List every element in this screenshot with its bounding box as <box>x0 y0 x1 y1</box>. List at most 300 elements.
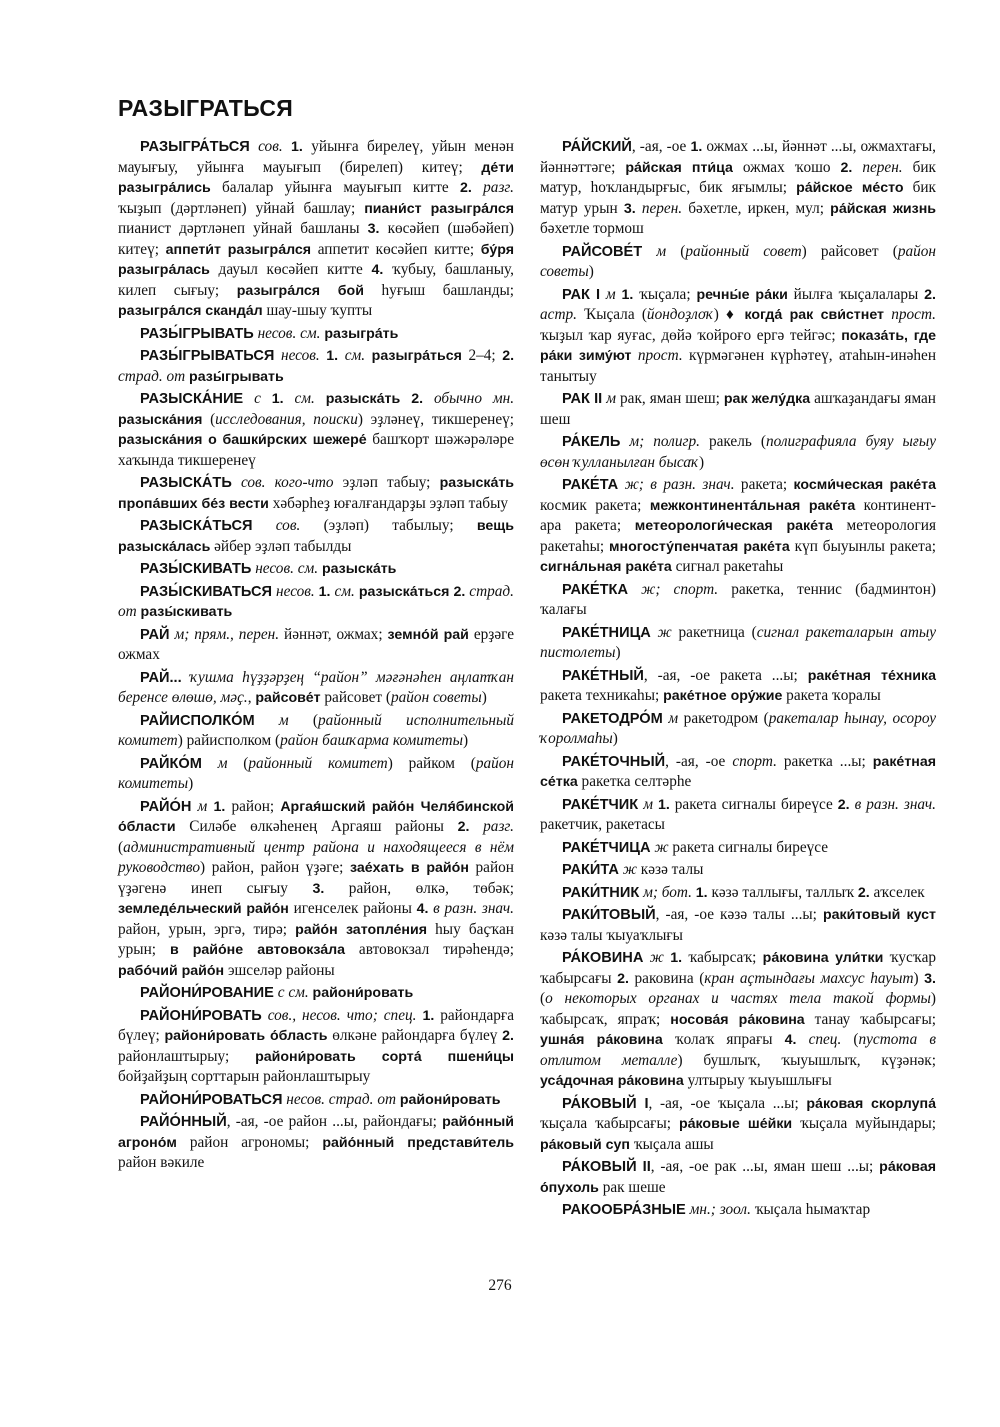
grammar-label: с <box>254 390 261 407</box>
entry-text: , -ая, -ое ҡыҫала ...ы; <box>648 1094 807 1112</box>
example-phrase: речны́е ра́ки <box>696 286 788 303</box>
entry-text: ҡолаҡ япрағы <box>662 1031 785 1048</box>
grammar-label: районный исполнительный комитет <box>118 711 515 749</box>
entry-text: автовокзал тирәһендә; <box>345 941 514 958</box>
grammar-label: в разн. знач. <box>433 900 514 917</box>
entry-text: кәзә таллығы, таллыҡ <box>707 883 858 901</box>
entry-text: күрмәгәнен күрһәтеү, атаһын-инәһен танытыу <box>540 347 937 385</box>
example-phrase: разыска́ться 2. <box>358 583 466 600</box>
entry-text: пианист дәртләнеп уйнай башланы <box>118 220 368 237</box>
example-phrase: Аргая́шский райо́н Челя́бинской о́бласти <box>118 798 515 835</box>
entry-text: ракета; <box>734 476 794 493</box>
grammar-label: район советы <box>390 689 482 706</box>
entry-text <box>261 390 272 407</box>
dictionary-entry <box>540 580 936 621</box>
entry-text <box>628 581 641 598</box>
entry-text: бойҙайҙың сорттарын районлаштырыу <box>118 1068 371 1085</box>
example-phrase: разыска́ния <box>118 411 203 428</box>
entry-text: аппетит көсәйеп китте; <box>311 240 481 258</box>
entry-text: район агрономы; <box>176 1133 323 1151</box>
dictionary-entry <box>540 795 936 836</box>
grammar-label: м <box>606 390 617 407</box>
entry-text <box>182 669 190 686</box>
grammar-label: сов. кого-что <box>240 474 334 491</box>
entry-text <box>651 624 658 641</box>
grammar-label: прост. <box>637 347 683 364</box>
example-phrase: рак желу́дка <box>723 391 811 407</box>
grammar-label: м <box>668 709 679 727</box>
entry-headword: РАКЕ́ТЧИК <box>562 796 639 813</box>
entry-text: һуғыш башланды; <box>363 281 515 299</box>
example-phrase: 1. <box>690 139 703 155</box>
entry-text <box>642 243 656 260</box>
grammar-label: разг. <box>483 179 514 196</box>
entry-text: ҡабырсаҡ; <box>682 949 763 966</box>
example-phrase: в райо́не автовокза́ла <box>169 942 345 958</box>
dictionary-entry <box>118 1112 514 1174</box>
entry-text: дауыл көсәйеп китте <box>209 261 372 278</box>
entry-headword: РАКЕ́ТА <box>562 477 619 493</box>
entry-headword: РАК I <box>562 286 601 303</box>
entry-text: райсовет ( <box>320 689 391 706</box>
entry-headword: РАКЕ́ТОЧНЫЙ <box>562 753 666 770</box>
dictionary-entry <box>540 752 936 793</box>
example-phrase: 1. <box>318 583 331 600</box>
entry-text <box>284 390 295 407</box>
entry-headword: РАЗЫСКА́ТЬ <box>140 475 232 491</box>
grammar-label: см. <box>294 390 315 407</box>
example-phrase: разыгра́ть <box>324 325 399 342</box>
entry-text: , -ая, -ое <box>665 752 733 770</box>
entry-text: район, өлкә, төбәк; <box>324 879 515 897</box>
dictionary-entry <box>118 324 514 345</box>
example-phrase: 3. <box>312 880 325 897</box>
grammar-label: несов. <box>281 347 320 364</box>
example-phrase: когда́ рак сви́стнет <box>744 307 884 323</box>
example-phrase: пиани́ст разыгра́лся <box>364 200 514 217</box>
example-phrase: сигна́льная раке́та <box>540 559 672 575</box>
dictionary-entry <box>118 473 514 514</box>
grammar-label: сигнал ракеталарын атыу пистолеты <box>540 623 937 661</box>
dictionary-entry <box>540 242 936 283</box>
entry-text: ) район, район үҙәге; <box>200 859 351 876</box>
entry-text: Силәбе өлкәһенең Аргаяш районы <box>175 818 458 835</box>
entry-text: ) ҡабырсаҡ, япраҡ; <box>540 990 936 1028</box>
entry-text: шау-шыу ҡупты <box>262 302 373 319</box>
entry-headword: РА́КОВЫЙ II <box>562 1159 651 1175</box>
entry-text: ) <box>913 969 925 987</box>
dictionary-entry <box>540 137 936 240</box>
example-phrase: разыска́ния о башки́рских шежере́ <box>118 432 367 448</box>
entry-text <box>252 517 275 534</box>
grammar-label: районный комитет <box>248 754 388 772</box>
entry-text <box>283 138 291 155</box>
grammar-label: пустота в отлитом металле <box>540 1031 937 1069</box>
entry-text: ҡусҡар ҡабырсағы <box>540 949 937 987</box>
example-phrase: 1. <box>621 286 634 303</box>
entry-text: ҡыҙыл ҡар яуғас, дөйә ҡойроғо ергә тейгәс; <box>540 326 842 344</box>
page-number: 276 <box>488 1277 512 1294</box>
entry-text: , -ая, -ое ракета ...ы; <box>643 666 808 684</box>
right-column <box>540 137 936 1223</box>
entry-headword: РАЙ... <box>140 669 182 686</box>
entry-text: рак шеше <box>598 1178 666 1196</box>
dictionary-entry <box>118 582 514 623</box>
dictionary-entry <box>540 475 936 578</box>
entry-headword: РАКЕТОДРО́М <box>562 710 663 727</box>
example-phrase: райсове́т <box>255 690 321 706</box>
example-phrase: разы́грывать <box>189 368 284 385</box>
example-phrase: косми́ческая раке́та <box>793 477 937 493</box>
example-phrase: многосту́пенчатая раке́та <box>609 538 790 555</box>
grammar-label: м; полигр. <box>629 433 700 450</box>
entry-text <box>202 755 218 772</box>
entry-text: ракетодром ( <box>678 709 769 727</box>
example-phrase: ра́ковая скорлупа́ <box>806 1095 936 1112</box>
grammar-label: страд. от <box>118 582 514 620</box>
example-phrase: де́ти разыгра́лись <box>118 159 514 196</box>
dictionary-entry <box>540 948 936 1092</box>
example-phrase: раке́тная се́тка <box>540 753 936 790</box>
example-phrase: земледе́льческий райо́н <box>118 901 289 917</box>
grammar-label: разг. <box>483 818 515 835</box>
entry-text: ) райком ( <box>387 754 476 772</box>
entry-headword: РАЙСОВЕ́Т <box>562 243 643 260</box>
example-phrase: ра́йская пти́ца <box>625 159 733 176</box>
entry-text <box>315 390 326 407</box>
example-phrase: разы́скивать <box>140 604 233 620</box>
grammar-label: йондоҙлоҡ <box>646 306 714 323</box>
example-phrase: 3. <box>367 221 380 237</box>
entry-text <box>232 474 241 491</box>
entry-text: игенселек районы <box>288 900 417 917</box>
entry-text: раковина ( <box>628 969 705 987</box>
example-phrase: разыска́ть <box>321 561 397 577</box>
entry-headword: РАЗЫ́СКИВАТЬ <box>140 561 252 577</box>
dictionary-entry <box>540 883 936 904</box>
example-phrase: 2. <box>837 796 850 813</box>
dictionary-entry <box>118 668 514 709</box>
entry-text: ракетчик, ракетасы <box>540 816 665 833</box>
entry-text: ракетка, теннис (бадминтон) ҡалағы <box>540 580 936 618</box>
entry-text: уйынға бирелеү, уйын менән мауығыу, уйынға мауығып (бирелеп) китеү; <box>118 138 514 176</box>
example-phrase: межконтинента́льная раке́та <box>649 497 856 514</box>
grammar-label: район башҡарма комитеты <box>280 732 463 749</box>
dictionary-entry <box>118 559 514 580</box>
entry-text: ( <box>666 242 686 260</box>
entry-text: йылға ҡыҫалалары <box>787 285 925 303</box>
dictionary-entry <box>118 346 514 387</box>
entry-headword: РАЗЫ́ГРЫВАТЬСЯ <box>140 348 275 364</box>
entry-text: , -ая, -ое район ...ы, райондағы; <box>226 1113 443 1130</box>
entry-text <box>274 347 281 364</box>
entry-text: хәбәрһеҙ юғалғандарҙы эҙләп табыу <box>268 494 508 512</box>
entry-text: ) <box>462 732 469 749</box>
entry-text: ракетка селтәрһе <box>577 773 692 790</box>
example-phrase: 2. <box>857 884 870 901</box>
dictionary-entry <box>540 1094 936 1156</box>
grammar-label: астр. <box>540 306 577 323</box>
grammar-label: в разн. знач. <box>854 795 936 813</box>
grammar-label: ж <box>649 949 664 966</box>
example-phrase: 1. <box>213 798 226 815</box>
entry-text: йәннәт, ожмах; <box>279 625 388 643</box>
entry-text: балалар уйынға мауығып китте <box>210 179 460 196</box>
entry-text: райондарға бүлеү; <box>118 1006 514 1044</box>
example-phrase: носова́я ра́ковина <box>670 1011 805 1028</box>
grammar-label: ҡушма һүҙҙәрҙең “район” мәғәнәһен аңлатҡан беренсе өлөшө, мәҫ. <box>118 668 515 706</box>
entry-headword: РАЙ <box>140 626 170 643</box>
entry-text: ожмах ...ы, йәннәт ...ы, ожмахтағы, йәннәттәге; <box>540 138 936 176</box>
grammar-label: район комитеты <box>118 754 514 792</box>
grammar-label: страд. от <box>118 367 186 385</box>
entry-text: ерҙәге ожмах <box>118 625 514 663</box>
example-phrase: аппети́т разыгра́лся <box>165 241 312 258</box>
dictionary-entry <box>118 797 514 982</box>
example-phrase: ра́ковина ули́тки <box>762 950 884 966</box>
example-phrase: 2. <box>840 159 853 176</box>
example-phrase: метеорологи́ческая раке́та <box>634 518 833 534</box>
example-phrase: 1. <box>326 348 339 364</box>
grammar-label: перен. <box>641 199 683 217</box>
grammar-label: с см. <box>277 984 309 1001</box>
example-phrase: райо́н затопле́ния <box>295 921 427 938</box>
dictionary-entry <box>540 432 936 473</box>
grammar-label: м <box>217 754 228 772</box>
entry-text: ) <box>481 689 487 706</box>
entry-text: ҡыҫала һымаҡтар <box>750 1201 871 1218</box>
entry-text: эшселәр районы <box>224 961 335 979</box>
grammar-label: кран аҫтындағы махсус һауыт <box>704 969 914 987</box>
example-phrase: райо́нный агроно́м <box>118 1114 514 1151</box>
example-phrase: 4. <box>371 262 384 278</box>
dictionary-entry <box>118 711 514 752</box>
example-phrase: 2. <box>502 348 515 364</box>
entry-headword: РАЗЫ́ГРЫВАТЬ <box>140 325 254 342</box>
entry-headword: РАЙО́ННЫЙ <box>140 1114 227 1130</box>
example-phrase: разыгра́лся сканда́л <box>118 303 263 319</box>
grammar-label: м; бот. <box>643 883 692 901</box>
entry-text: рак, яман шеш; <box>616 390 724 407</box>
entry-text: өлкәне райондарға бүлеү <box>327 1027 503 1044</box>
grammar-label: ракеталар һынау, осороу ҡоролмаһы <box>540 709 936 747</box>
grammar-label: район советы <box>540 242 936 280</box>
entry-headword: РА́КОВИНА <box>562 950 644 966</box>
grammar-label: несов. <box>276 582 315 600</box>
entry-headword: РА́ЙСКИЙ <box>562 139 632 155</box>
entry-text: бәхетле, иркен, мул; <box>682 199 831 217</box>
dictionary-entry <box>118 389 514 471</box>
example-phrase: бу́ря разыгра́лась <box>118 241 514 278</box>
grammar-label: спорт. <box>732 752 777 770</box>
grammar-label: несов. см. <box>255 560 319 577</box>
example-phrase: 2. <box>459 180 472 196</box>
entry-text: ) <box>612 730 618 747</box>
entry-text: ракель ( <box>699 433 766 450</box>
example-phrase: 2. <box>457 819 470 835</box>
example-phrase: разыска́ть пропа́вших бе́з вести <box>118 475 515 512</box>
dictionary-entry <box>540 860 936 881</box>
dictionary-entry <box>118 1006 514 1088</box>
entry-text: (эҙләп) табылыу; <box>300 517 477 534</box>
entry-text: ракета техникаһы; <box>540 687 664 704</box>
grammar-label: районный совет <box>685 242 802 260</box>
example-phrase: 2. <box>617 970 629 987</box>
example-phrase: ушна́я ра́ковина <box>540 1032 663 1048</box>
entry-headword: РАЙОНИ́РОВАНИЕ <box>140 985 274 1001</box>
entry-headword: РАКЕ́ТНИЦА <box>562 624 651 641</box>
grammar-label: ж <box>622 861 637 878</box>
entry-text: район; <box>225 797 281 815</box>
example-phrase: 3. <box>924 970 936 987</box>
entry-text: ашҡаҙандағы яман шеш <box>540 390 936 428</box>
entry-text: ) <box>615 644 621 661</box>
entry-text: ) ♦ <box>713 306 745 323</box>
entry-text: , -ая, -ое <box>631 138 691 155</box>
entry-text: бәхетле тормош <box>540 220 644 237</box>
entry-headword: РАКООБРА́ЗНЫЕ <box>562 1202 686 1218</box>
entry-text: ракетница ( <box>671 623 757 641</box>
dictionary-entry <box>540 1157 936 1198</box>
example-phrase: ра́ковый суп <box>540 1136 630 1153</box>
entry-text: бик матур, һоҡландырғыс, бик яғымлы; <box>540 158 936 196</box>
example-phrase: 1. <box>271 391 284 407</box>
entry-text <box>852 159 862 176</box>
grammar-label: перен. <box>862 158 903 176</box>
grammar-label: ж; спорт. <box>641 580 719 598</box>
grammar-label: сов., несов. что; спец. <box>267 1006 417 1024</box>
dictionary-entry <box>118 625 514 666</box>
example-phrase: 3. <box>623 200 636 217</box>
entry-text <box>469 818 483 835</box>
entry-text <box>255 712 279 729</box>
dictionary-entry <box>118 137 514 322</box>
entry-text: ) <box>188 775 194 792</box>
left-column <box>118 137 514 1176</box>
entry-text <box>338 347 345 364</box>
entry-text: ) райсовет ( <box>801 242 898 260</box>
example-phrase: райони́ровать сорта́ пшени́цы <box>255 1048 514 1065</box>
example-phrase: раки́товый куст <box>822 907 936 923</box>
entry-text: сигнал ракетаһы <box>671 558 784 575</box>
grammar-label: см. <box>334 582 355 600</box>
entry-headword: РАЙО́Н <box>140 798 192 815</box>
entry-text: кәзә талы <box>636 861 704 878</box>
entry-text: ракетка ...ы; <box>776 752 873 770</box>
entry-text: әйбер эҙләп табылды <box>210 537 352 555</box>
entry-text: район, урын, эргә, тирә; <box>118 920 296 938</box>
running-head: РАЗЫГРАТЬСЯ <box>118 95 294 121</box>
entry-headword: РАКИ́ТОВЫЙ <box>562 907 656 923</box>
example-phrase: 4. <box>416 901 429 917</box>
entry-text: Ҡыҫала ( <box>576 306 647 323</box>
grammar-label: ж <box>654 838 669 856</box>
example-phrase: зае́хать в райо́н <box>350 860 469 876</box>
entry-text <box>472 179 483 196</box>
entry-headword: РАЗЫСКА́НИЕ <box>140 391 244 407</box>
example-phrase: 1. <box>695 884 708 901</box>
entry-text <box>243 390 254 407</box>
entry-text: ( <box>288 711 319 729</box>
entry-text: көсәйеп (шәбәйеп) китеү; <box>118 220 514 258</box>
entry-text: ҡыҫала ҡабырсағы; <box>540 1115 679 1132</box>
example-phrase: земно́й рай <box>387 626 469 643</box>
example-phrase: 1. <box>657 796 670 813</box>
example-phrase: ра́ковые ше́йки <box>678 1116 793 1132</box>
example-phrase: вещь разыска́лась <box>118 518 514 555</box>
entry-text: , -ая, -ое рак ...ы, яман шеш ...ы; <box>650 1158 880 1175</box>
entry-text <box>365 347 372 364</box>
example-phrase: 2. <box>924 286 936 303</box>
grammar-label: ж; в разн. знач. <box>624 476 735 493</box>
entry-headword: РАЗЫГРА́ТЬСЯ <box>140 139 250 155</box>
entry-text: космик ракета; <box>540 496 650 514</box>
grammar-label: см. <box>344 347 366 364</box>
entry-headword: РАЙОНИ́РОВАТЬ <box>140 1007 262 1024</box>
entry-text: ҡубыу, башланыу, килеп сығыу; <box>118 261 514 299</box>
dictionary-entry <box>118 983 514 1004</box>
entry-text: ҡыҙып (дәртләнеп) уйнай башлау; <box>118 199 365 217</box>
grammar-label: сов. <box>275 517 301 534</box>
entry-text: континент-ара ракета; <box>540 496 936 534</box>
dictionary-entry <box>540 285 936 388</box>
entry-text: ) эҙләнеү, тикшеренеү; <box>357 410 515 428</box>
entry-text <box>796 1031 808 1048</box>
dictionary-entry <box>540 623 936 664</box>
example-phrase: райони́ровать <box>399 1091 501 1108</box>
entry-text: ) <box>698 453 705 471</box>
example-phrase: 1. <box>670 950 683 966</box>
entry-text: ракета ҡоралы <box>782 687 881 704</box>
entry-headword: РАКЕ́ТЧИЦА <box>562 839 651 856</box>
entry-text: ҡыҫала; <box>633 285 697 303</box>
entry-text <box>250 138 258 155</box>
entry-text <box>423 390 434 407</box>
example-phrase: рабо́чий райо́н <box>118 962 225 979</box>
entry-text: ( <box>202 410 216 428</box>
grammar-label: м <box>656 242 667 260</box>
entry-text: ултырыу ҡыуышлығы <box>683 1072 832 1089</box>
example-phrase: показа́ть, где ра́ки зиму́ют <box>540 327 936 364</box>
example-phrase: райони́ровать о́бласть <box>164 1028 328 1044</box>
entry-text: ҡыҫала муйындары; <box>792 1115 937 1132</box>
entry-text: район үҙәгенә инеп сығыу <box>118 859 514 897</box>
entry-text: метеорология ракетаһы; <box>540 517 936 555</box>
example-phrase: ра́йская жизнь <box>830 200 936 217</box>
entry-headword: РАЗЫСКА́ТЬСЯ <box>140 518 253 534</box>
entry-text: районлаштырыу; <box>118 1047 256 1065</box>
dictionary-entry <box>118 516 514 557</box>
grammar-label: исследования, поиски <box>215 410 358 428</box>
grammar-label: спец. <box>808 1031 842 1048</box>
grammar-label: несов. см. <box>257 324 321 342</box>
dictionary-entry <box>540 838 936 859</box>
example-phrase: раке́тное ору́жие <box>663 688 783 704</box>
entry-headword: РАЙОНИ́РОВАТЬСЯ <box>140 1091 283 1108</box>
entry-text: башҡорт шәжәрәләре хаҡында тикшеренеү <box>118 431 514 469</box>
example-phrase: райони́ровать <box>312 985 414 1001</box>
example-phrase: райо́нный представи́тель <box>322 1134 514 1151</box>
example-phrase: ра́ковая о́пухоль <box>540 1159 936 1196</box>
entry-text: ) райисполком ( <box>177 732 281 749</box>
entry-text: район вәкиле <box>118 1154 205 1171</box>
entry-headword: РАКЕ́ТКА <box>562 581 628 598</box>
entry-headword: РА́КЕЛЬ <box>562 434 621 450</box>
grammar-label: мн.; зоол. <box>689 1201 751 1218</box>
entry-headword: РАЙКО́М <box>140 755 202 772</box>
entry-headword: РАКИ́ТНИК <box>562 884 640 901</box>
dictionary-entry <box>540 905 936 946</box>
